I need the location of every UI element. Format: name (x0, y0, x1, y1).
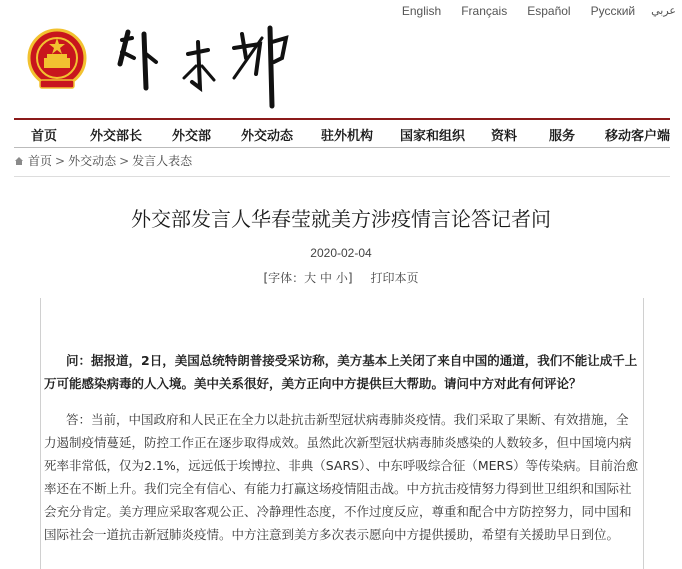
article-date: 2020-02-04 (310, 246, 372, 260)
national-emblem-icon (26, 28, 88, 92)
nav-item-mobile[interactable]: 移动客户端 (605, 129, 671, 144)
nav-item-home[interactable]: 首页 (31, 129, 58, 144)
font-size-large[interactable]: 大 (304, 271, 317, 285)
home-icon (14, 156, 24, 166)
site-logo[interactable] (110, 18, 310, 110)
nav-item-services[interactable]: 服务 (549, 129, 576, 144)
lang-spanish[interactable]: Español (527, 4, 571, 18)
breadcrumb (14, 152, 192, 169)
lang-french[interactable]: Français (461, 4, 508, 18)
nav-item-missions[interactable]: 驻外机构 (321, 129, 374, 144)
breadcrumb-home[interactable]: 首页 (28, 154, 53, 168)
article-tools (0, 269, 682, 286)
nav-item-minister[interactable]: 外交部长 (90, 129, 143, 144)
breadcrumb-separator: > (119, 153, 130, 168)
breadcrumb-spokesperson[interactable]: 发言人表态 (132, 154, 193, 168)
font-size-medium[interactable]: 中 (319, 271, 332, 285)
breadcrumb-divider (14, 176, 670, 177)
article-title: 外交部发言人华春莹就美方涉疫情言论答记者问 (131, 207, 551, 231)
main-nav (14, 120, 670, 148)
nav-item-resources[interactable]: 资料 (491, 129, 518, 144)
language-switcher (382, 4, 676, 18)
font-size-small[interactable]: 小 (335, 271, 348, 285)
nav-item-countries[interactable]: 国家和组织 (400, 129, 466, 144)
nav-item-news[interactable]: 外交动态 (241, 129, 294, 144)
lang-russian[interactable]: Русский (590, 4, 636, 18)
article-answer: 答：当前，中国政府和人民正在全力以赴抗击新型冠状病毒肺炎疫情。我们采取了果断、有效措施，全力遏制疫情蔓延，防控工作正在逐步取得成效。虽然此次新型冠状病毒肺炎感染的人数较多，但中国境内病死率非常低，仅为2.1%，远远低于埃博拉、非典（SARS）、中东呼吸综合征（MERS）等传染病。目前治愈率还在不断上升。我们完全有信心、有能力打赢这场疫情阻击战。中方抗击疫情努力得到世卫组织和国际社会充分肯定。美方理应采取客观公正、冷静理性态度，不作过度反应，尊重和配合中方防控努力，同中国和国际社会一道抗击新冠肺炎疫情。中方注意到美方多次表示愿向中方提供援助，希望有关援助早日到位。 (44, 412, 639, 542)
breadcrumb-news[interactable]: 外交动态 (68, 154, 117, 168)
article-question: 问：据报道，2日，美国总统特朗普接受采访称，美方基本上关闭了来自中国的通道，我们不能让成千上万可能感染病毒的人入境。美中关系很好，美方正向中方提供巨大帮助。请问中方对此有何评论？ (44, 353, 638, 391)
lang-arabic[interactable]: عربي (651, 5, 676, 17)
font-size-suffix: ] (347, 271, 353, 285)
nav-bottom-divider (14, 147, 670, 148)
print-page-link[interactable]: 打印本页 (370, 271, 419, 285)
breadcrumb-separator: > (55, 153, 66, 168)
lang-english[interactable]: English (401, 4, 442, 18)
nav-item-ministry[interactable]: 外交部 (172, 129, 212, 144)
font-size-prefix: [字体： (263, 271, 305, 285)
